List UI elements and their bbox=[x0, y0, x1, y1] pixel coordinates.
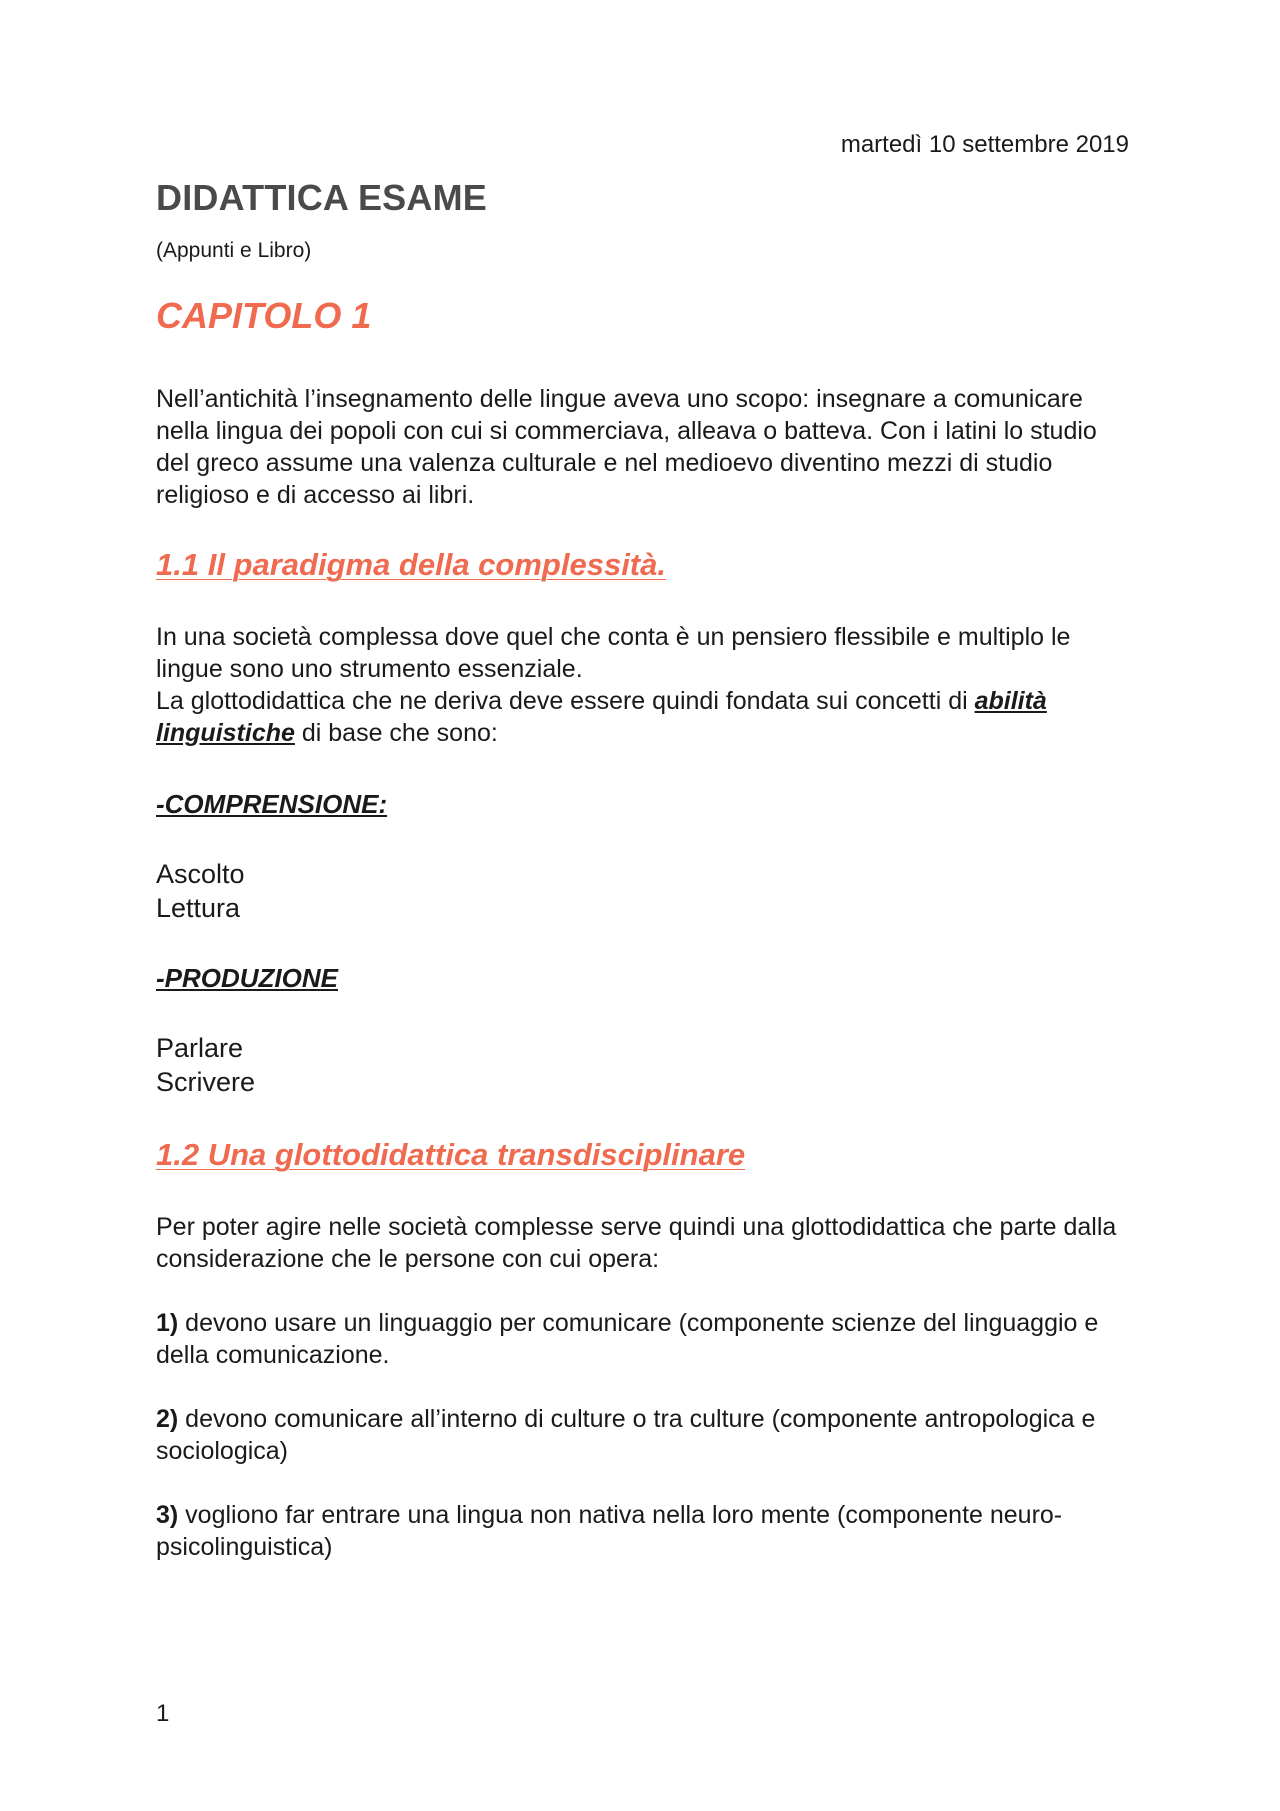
item-number: 3) bbox=[156, 1501, 179, 1529]
section-1-para2-before: La glottodidattica che ne deriva deve essere quindi fondata sui concetti di bbox=[156, 687, 975, 715]
list-item: Parlare bbox=[156, 1033, 244, 1063]
item-text: devono usare un linguaggio per comunicare (componente scienze del linguaggio e della comunicazione. bbox=[156, 1309, 1099, 1369]
chapter-heading: CAPITOLO 1 bbox=[156, 295, 372, 336]
document-subtitle: (Appunti e Libro) bbox=[156, 239, 312, 262]
item-text: devono comunicare all’interno di culture o tra culture (componente antropologica e sociologica) bbox=[156, 1405, 1096, 1465]
list-item: Scrivere bbox=[156, 1067, 256, 1097]
numbered-item-2 bbox=[156, 1403, 1136, 1467]
comprensione-heading: -COMPRENSIONE: bbox=[156, 789, 388, 819]
section-1-para2-after: di base che sono: bbox=[294, 719, 498, 747]
document-date: martedì 10 settembre 2019 bbox=[840, 131, 1129, 158]
produzione-heading: -PRODUZIONE bbox=[156, 963, 338, 993]
numbered-item-1 bbox=[156, 1307, 1136, 1371]
section-1-heading: 1.1 Il paradigma della complessità. bbox=[156, 547, 666, 582]
page-number: 1 bbox=[156, 1700, 170, 1727]
intro-paragraph: Nell’antichità l’insegnamento delle lingue aveva uno scopo: insegnare a comunicare nella lingua dei popoli con cui si commerciava, alleava o batteva. Con i latini lo studio del greco assume una valenza culturale e nel medioevo diventino mezzi di studio religioso e di accesso ai libri. bbox=[156, 385, 1097, 509]
document-body bbox=[156, 176, 1136, 1563]
item-number: 2) bbox=[156, 1405, 179, 1433]
item-text: vogliono far entrare una lingua non nativa nella loro mente (componente neuro-psicolinguistica) bbox=[156, 1501, 1063, 1561]
section-2-paragraph: Per poter agire nelle società complesse serve quindi una glottodidattica che parte dalla considerazione che le persone con cui opera: bbox=[156, 1213, 1117, 1273]
list-item: Ascolto bbox=[156, 859, 245, 889]
numbered-item-3 bbox=[156, 1499, 1136, 1563]
item-number: 1) bbox=[156, 1309, 179, 1337]
section-1-para1: In una società complessa dove quel che conta è un pensiero flessibile e multiplo le lingue sono uno strumento essenziale. bbox=[156, 623, 1071, 683]
comprensione-list bbox=[156, 857, 1136, 925]
list-item: Lettura bbox=[156, 893, 241, 923]
abilita-linguistiche-term: abilità linguistiche bbox=[156, 687, 1047, 747]
section-2-heading: 1.2 Una glottodidattica transdisciplinare bbox=[156, 1137, 746, 1172]
produzione-list bbox=[156, 1031, 1136, 1099]
section-1-paragraph bbox=[156, 621, 1136, 749]
document-title: DIDATTICA ESAME bbox=[156, 177, 487, 218]
